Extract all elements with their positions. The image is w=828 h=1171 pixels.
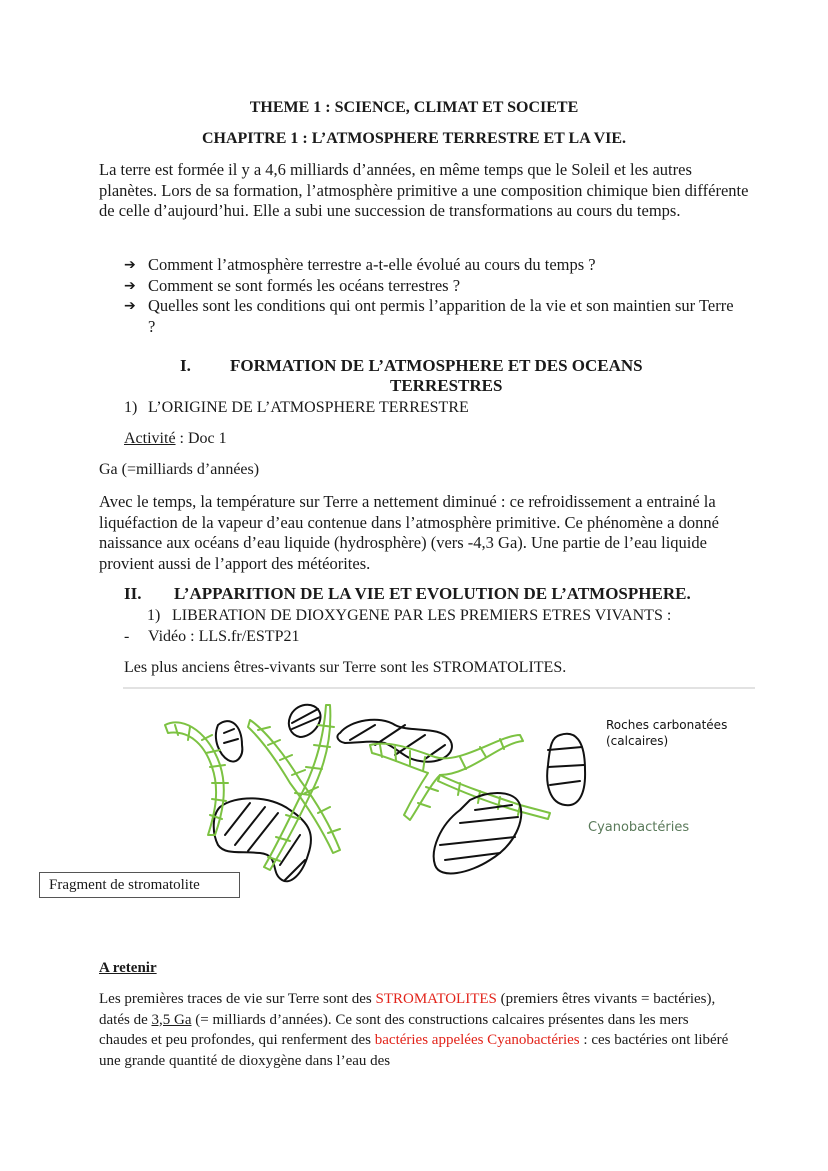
- theme-title: THEME 1 : SCIENCE, CLIMAT ET SOCIETE: [249, 99, 579, 116]
- highlight-stromatolites: STROMATOLITES: [375, 991, 497, 1007]
- section1-title-line1: FORMATION DE L’ATMOSPHERE ET DES OCEANS: [230, 356, 643, 375]
- video-dash: -: [124, 628, 130, 645]
- retenir-title: A retenir: [99, 960, 157, 976]
- activity-value: : Doc 1: [175, 430, 227, 447]
- section1-sub-title: L’ORIGINE DE L’ATMOSPHERE TERRESTRE: [148, 399, 469, 416]
- question-item: ➔ Comment l’atmosphère terrestre a-t-elle évolué au cours du temps ?: [124, 255, 596, 274]
- figure-caption: Fragment de stromatolite: [39, 872, 240, 898]
- question-item: ➔ Quelles sont les conditions qui ont permis l’apparition de la vie et son maintien sur Terre ?: [124, 296, 734, 336]
- chapter-title: CHAPITRE 1 : L’ATMOSPHERE TERRESTRE ET LA VIE.: [201, 130, 627, 147]
- section1-paragraph: Avec le temps, la température sur Terre a nettement diminué : ce refroidissement a entrainé la liquéfaction de la vapeur d’eau contenue dans l’atmosphère primitive. Ce phénomène a donné naissance aux océans d’eau liquide (hydrosphère) (vers -4,3 Ga). Une partie de l’eau liquide provient aussi de l’apport des météorites.: [99, 492, 719, 573]
- intro-paragraph: La terre est formée il y a 4,6 milliards d’années, en même temps que le Soleil et les autres planètes. Lors de sa formation, l’atmosphère primitive a une composition chimique bien différente de celle d’aujourd’hui. Elle a subi une succession de transformations au cours du temps.: [99, 160, 749, 220]
- question-item: ➔ Comment se sont formés les océans terrestres ?: [124, 275, 461, 295]
- date-underlined: 3,5 Ga: [151, 1011, 192, 1028]
- arrow-right-icon: ➔: [124, 298, 136, 314]
- stromatolites-sentence: Les plus anciens êtres-vivants sur Terre sont les STROMATOLITES.: [124, 659, 567, 676]
- arrow-right-icon: ➔: [124, 277, 136, 294]
- stromatolite-drawing: [140, 695, 610, 895]
- section2-title: L’APPARITION DE LA VIE ET EVOLUTION DE L’ATMOSPHERE.: [174, 584, 691, 603]
- ga-note: Ga (=milliards d’années): [99, 461, 260, 478]
- highlight-cyanobacteries: bactéries appelées Cyanobactéries: [374, 1032, 580, 1048]
- activity-line: [124, 429, 227, 449]
- activity-label: Activité: [124, 430, 176, 447]
- section2-number: II.: [124, 584, 142, 603]
- section1-sub-number: 1): [124, 399, 138, 416]
- question-list: [124, 255, 744, 337]
- section2-sub-title: LIBERATION DE DIOXYGENE PAR LES PREMIERS ETRES VIVANTS :: [172, 607, 672, 624]
- section1-title-line2: TERRESTRES: [390, 376, 503, 395]
- section2-sub-number: 1): [147, 607, 161, 624]
- rocks-label: Roches carbonatées (calcaires): [606, 718, 728, 748]
- retenir-paragraph: Les premières traces de vie sur Terre sont des STROMATOLITES (premiers êtres vivants = bactéries), datés de 3,5 Ga (= milliards d’années). Ce sont des constructions calcaires présentes dans les mers chaudes et peu profondes, qui renferment des bactéries appelées Cyanobactéries : ces bactéries ont libéré une grande quantité de dioxygène dans l’eau des: [99, 991, 729, 1069]
- section1-number: I.: [180, 356, 191, 375]
- arrow-right-icon: ➔: [124, 257, 136, 273]
- video-link[interactable]: Vidéo : LLS.fr/ESTP21: [148, 628, 300, 645]
- cyano-label: Cyanobactéries: [588, 820, 690, 835]
- separator-line: [123, 687, 755, 689]
